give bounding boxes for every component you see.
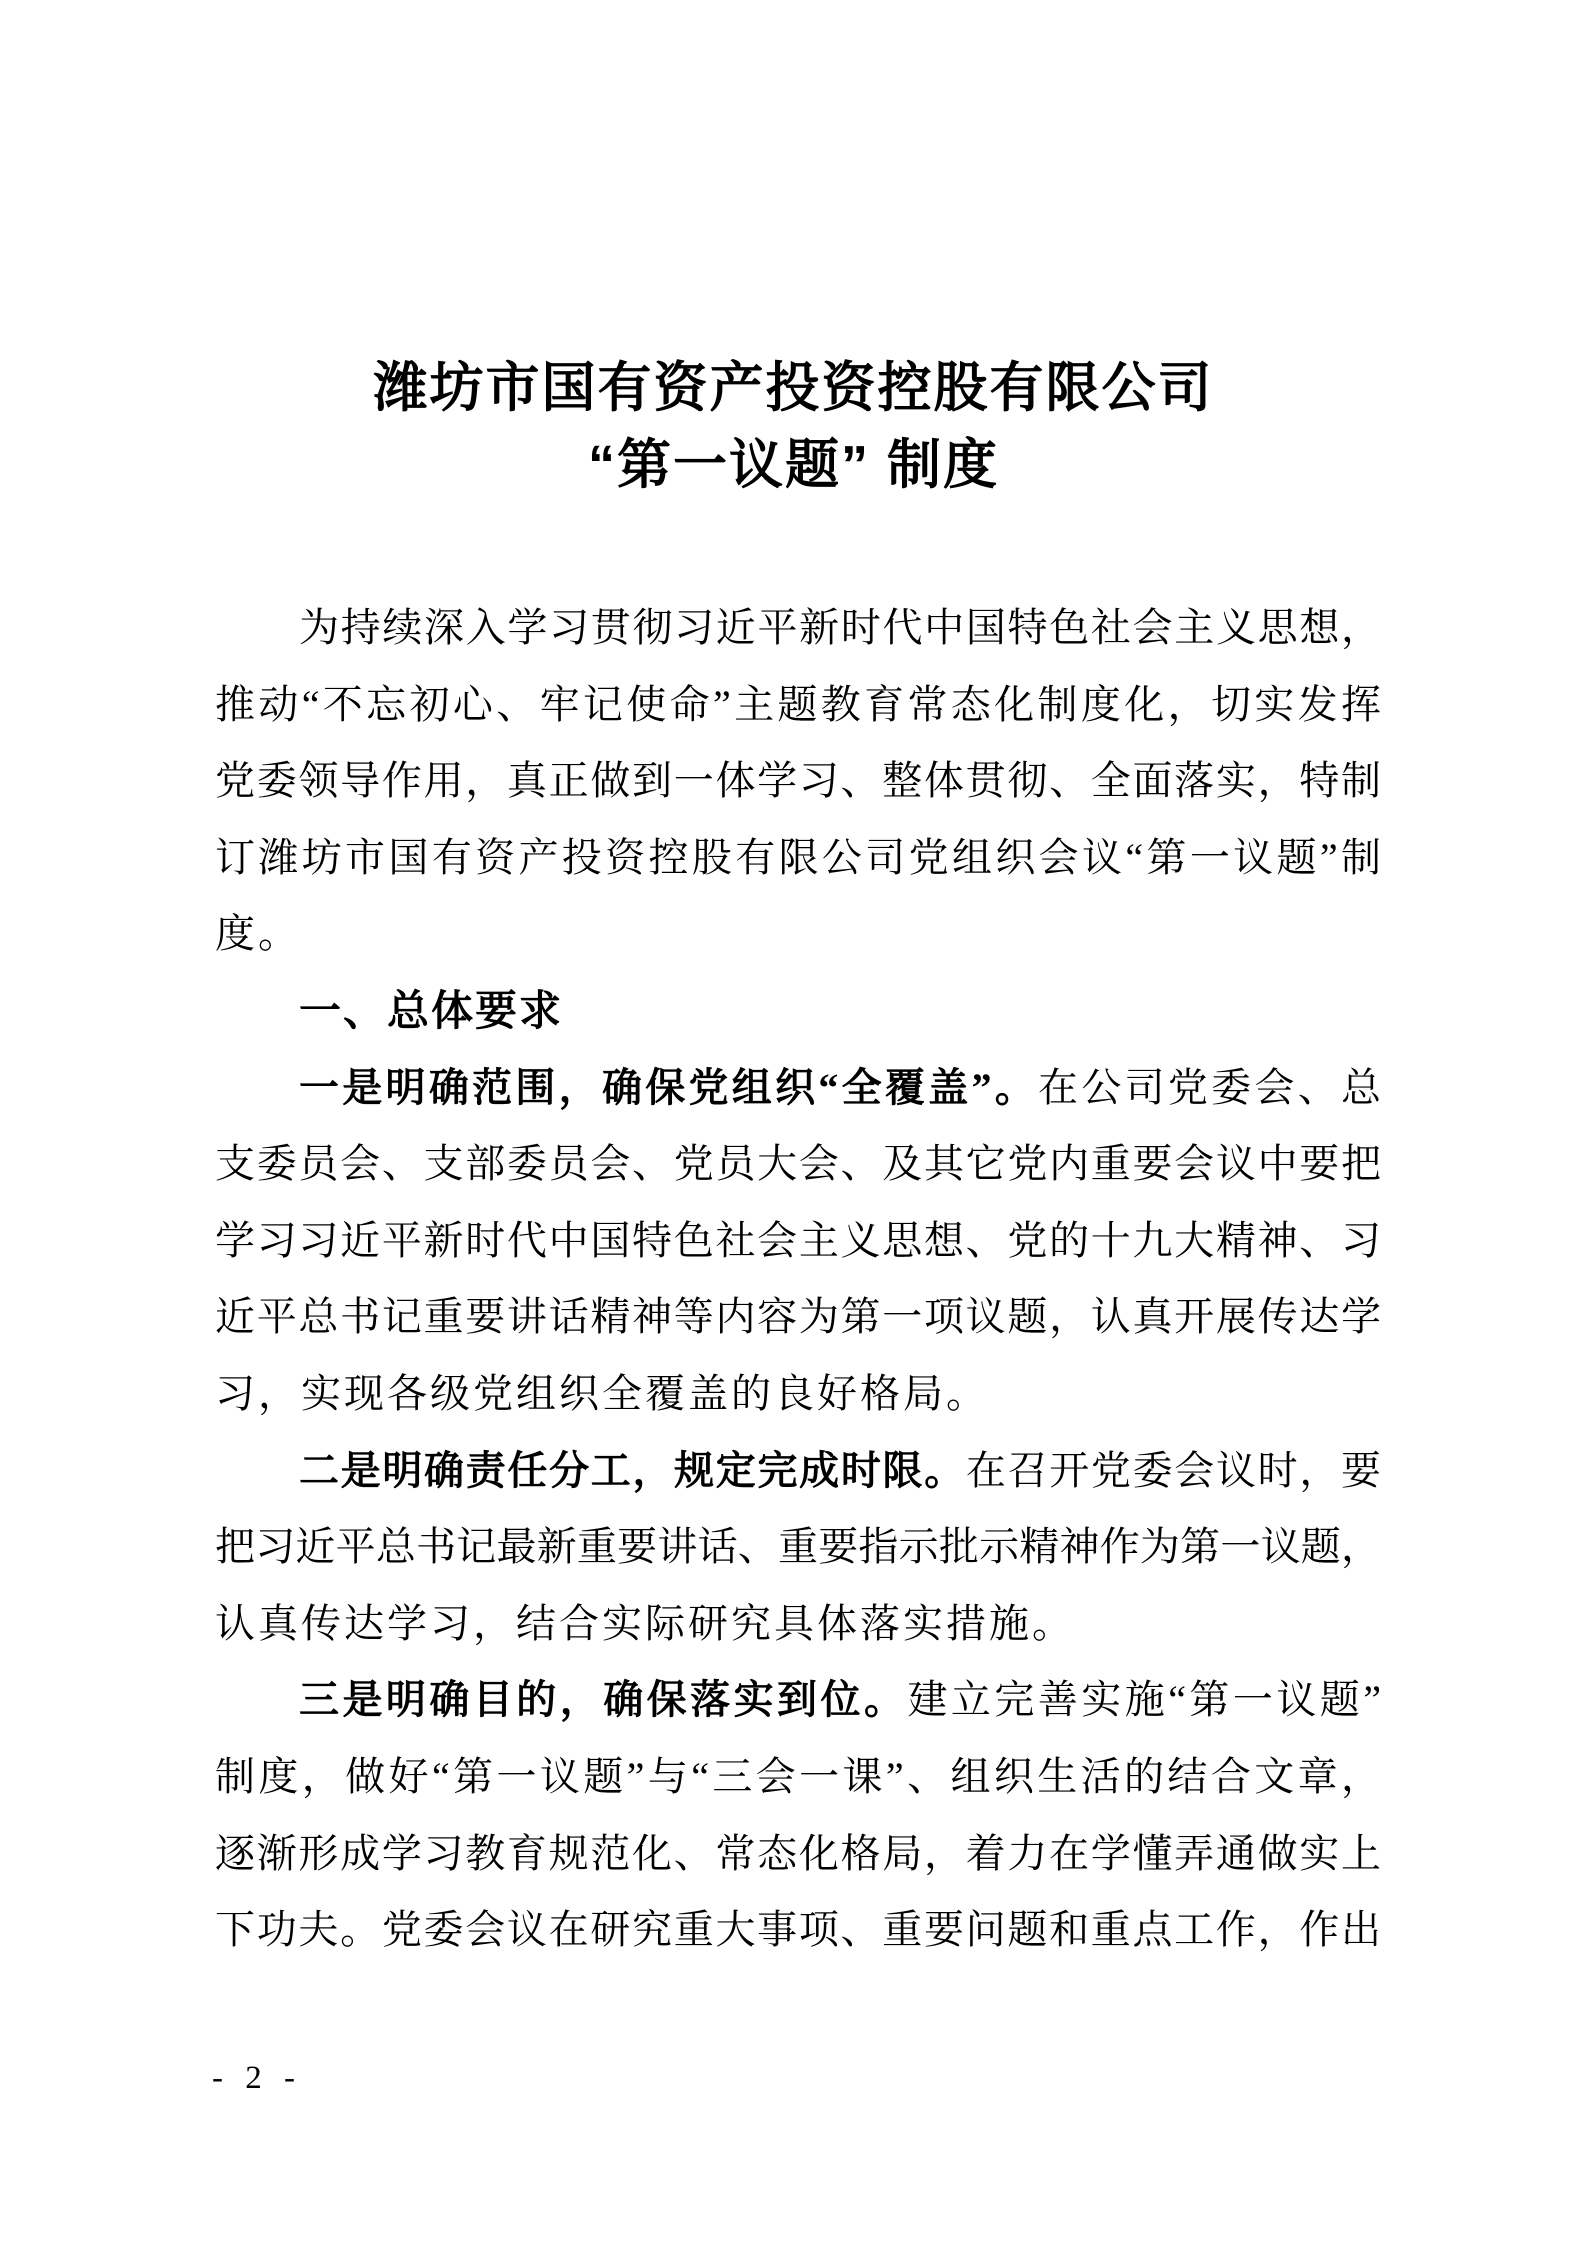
para2-line2: 支委员会、支部委员会、党员大会、及其它党内重要会议中要把 — [215, 1141, 1381, 1187]
para3-line1 — [215, 1433, 1381, 1510]
para1-line4: 订潍坊市国有资产投资控股有限公司党组织会议“第一议题”制 — [215, 834, 1381, 880]
para4-line4: 下功夫。党委会议在研究重大事项、重要问题和重点工作，作出 — [215, 1907, 1381, 1953]
document-title — [0, 350, 1587, 504]
section-heading: 一、总体要求 — [299, 986, 564, 1034]
para2-lead: 一是明确范围，确保党组织“全覆盖”。 — [299, 1064, 1039, 1110]
para2-line3: 学习习近平新时代中国特色社会主义思想、党的十九大精神、习 — [215, 1217, 1381, 1263]
para3-line2: 把习近平总书记最新重要讲话、重要指示批示精神作为第一议题， — [215, 1524, 1381, 1570]
title-line-2: “第一议题” 制度 — [587, 435, 999, 495]
para3-lead: 二是明确责任分工，规定完成时限。 — [299, 1447, 966, 1493]
para4-line2: 制度，做好“第一议题”与“三会一课”、组织生活的结合文章， — [215, 1753, 1381, 1799]
para2-line5: 习，实现各级党组织全覆盖的良好格局。 — [215, 1370, 989, 1416]
para3-line3: 认真传达学习，结合实际研究具体落实措施。 — [215, 1600, 1075, 1646]
para1-line5: 度。 — [215, 911, 301, 957]
para4-lead: 三是明确目的，确保落实到位。 — [299, 1677, 908, 1723]
para2-line4: 近平总书记重要讲话精神等内容为第一项议题，认真开展传达学 — [215, 1294, 1381, 1340]
para3-line1-rest: 在召开党委会议时，要 — [965, 1447, 1381, 1493]
document-body — [215, 590, 1381, 1969]
para4-line1-rest: 建立完善实施“第一议题” — [907, 1677, 1381, 1723]
para2-line1 — [215, 1050, 1381, 1127]
para1-line3: 党委领导作用，真正做到一体学习、整体贯彻、全面落实，特制 — [215, 758, 1381, 804]
para4-line3: 逐渐形成学习教育规范化、常态化格局，着力在学懂弄通做实上 — [215, 1830, 1381, 1876]
para1-line2: 推动“不忘初心、牢记使命”主题教育常态化制度化，切实发挥 — [215, 681, 1381, 727]
para4-line1 — [215, 1662, 1381, 1739]
para2-line1-rest: 在公司党委会、总 — [1038, 1064, 1381, 1110]
para1-line1: 为持续深入学习贯彻习近平新时代中国特色社会主义思想， — [299, 605, 1381, 650]
page-number: - 2 - — [212, 2060, 302, 2096]
title-line-1: 潍坊市国有资产投资控股有限公司 — [373, 358, 1214, 418]
